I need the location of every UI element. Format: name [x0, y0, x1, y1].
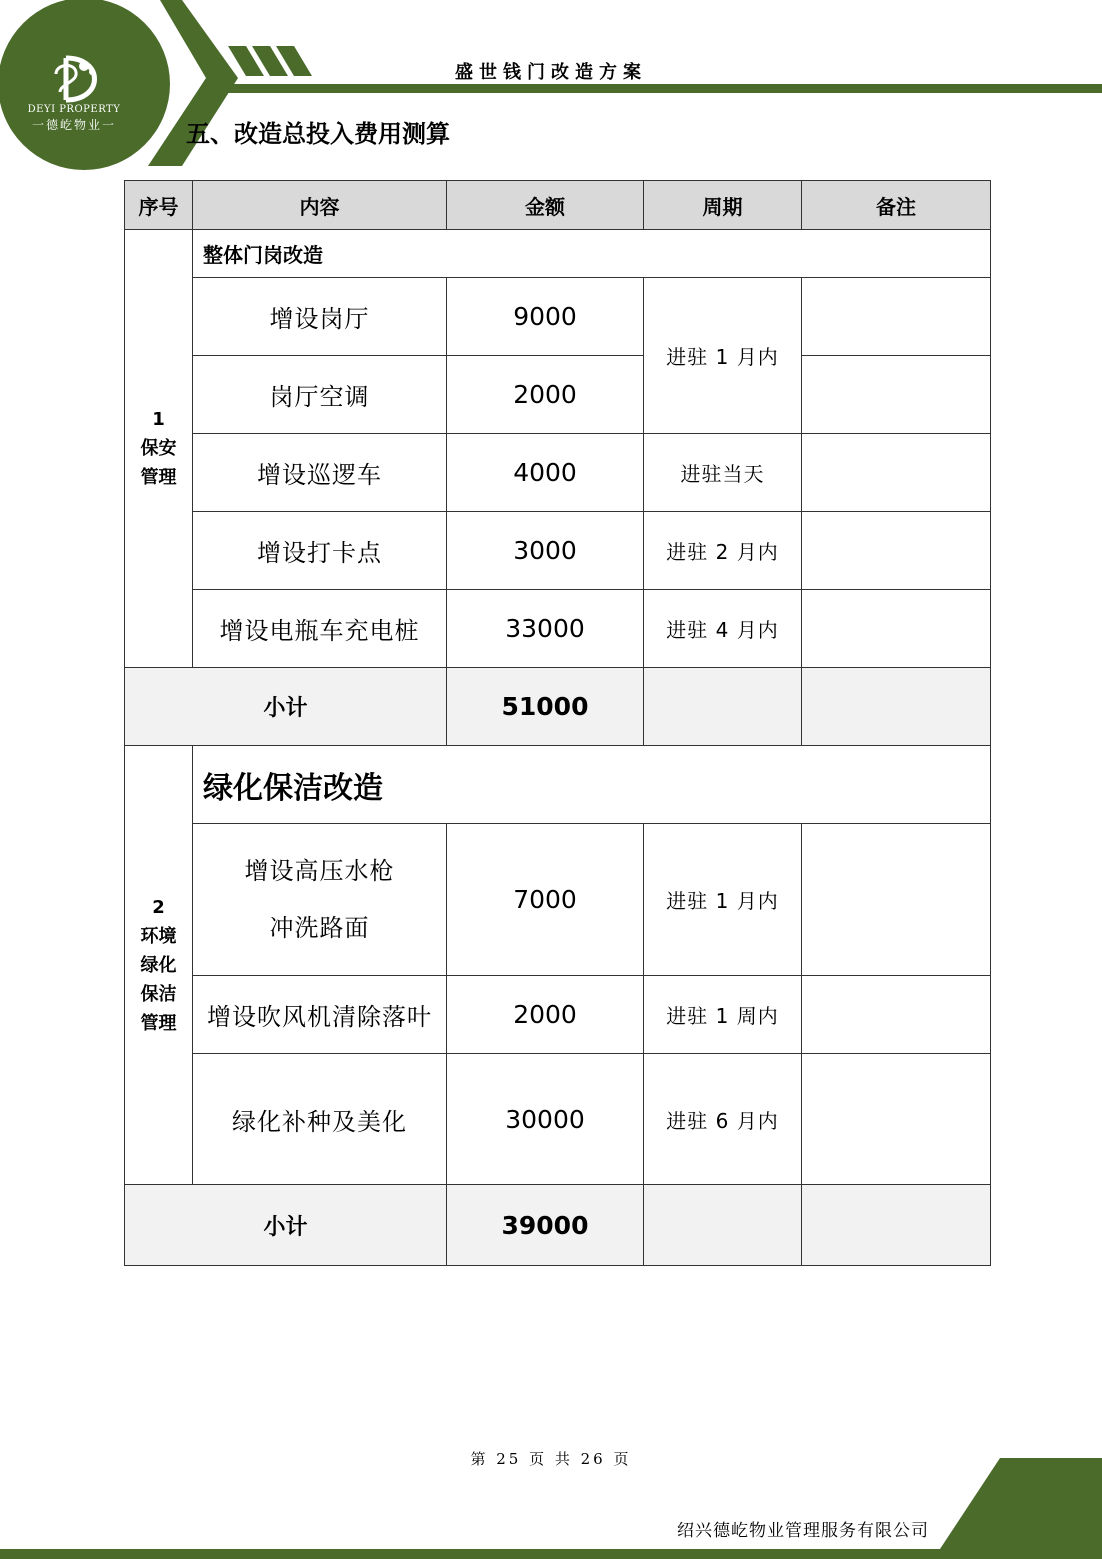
subtotal-label: 小计 [125, 1185, 447, 1266]
item-period: 进驻 1 月内 [644, 824, 802, 976]
category-label: 保洁 [140, 983, 177, 1005]
item-name: 绿化补种及美化 [193, 1054, 447, 1185]
item-amount: 33000 [447, 590, 644, 668]
table-row [125, 824, 991, 976]
item-note [802, 824, 991, 976]
column-header-content: 内容 [193, 181, 447, 230]
subtotal-amount: 39000 [447, 1185, 644, 1266]
item-name: 增设电瓶车充电桩 [193, 590, 447, 668]
category-label: 保安 [140, 438, 177, 459]
item-name-line: 增设高压水枪 [244, 856, 395, 885]
subtotal-note [802, 668, 991, 746]
category-label: 环境 [140, 925, 177, 947]
category-number: 1 [152, 409, 165, 430]
group-title-greening: 绿化保洁改造 [193, 746, 991, 824]
item-amount: 3000 [447, 512, 644, 590]
item-note [802, 356, 991, 434]
column-header-amount: 金额 [447, 181, 644, 230]
item-amount: 2000 [447, 976, 644, 1054]
group-title-gate: 整体门岗改造 [193, 230, 991, 278]
table-row [125, 356, 991, 434]
item-period: 进驻 6 月内 [644, 1054, 802, 1185]
item-amount: 30000 [447, 1054, 644, 1185]
item-name-line: 冲洗路面 [269, 913, 370, 942]
cost-table [124, 180, 991, 1266]
item-amount: 9000 [447, 278, 644, 356]
subtotal-row [125, 668, 991, 746]
document-title: 盛世钱门改造方案 [455, 62, 647, 83]
table-header-row [125, 181, 991, 230]
item-amount: 2000 [447, 356, 644, 434]
item-name: 增设巡逻车 [193, 434, 447, 512]
table-row [125, 512, 991, 590]
column-header-note: 备注 [802, 181, 991, 230]
section-heading: 五、改造总投入费用测算 [186, 120, 450, 148]
subtotal-period [644, 1185, 802, 1266]
category-number: 2 [152, 896, 165, 918]
category-label: 管理 [140, 1012, 177, 1034]
item-name: 增设打卡点 [193, 512, 447, 590]
footer-company-name: 绍兴德屹物业管理服务有限公司 [677, 1521, 929, 1541]
item-period: 进驻 2 月内 [644, 512, 802, 590]
item-period: 进驻当天 [644, 434, 802, 512]
subtotal-label: 小计 [125, 668, 447, 746]
table-row [125, 976, 991, 1054]
header-decoration [0, 0, 1102, 180]
item-period: 进驻 1 月内 [644, 278, 802, 434]
table-row [125, 746, 991, 824]
category-label: 绿化 [140, 954, 177, 976]
subtotal-row [125, 1185, 991, 1266]
item-amount: 4000 [447, 434, 644, 512]
table-row [125, 230, 991, 278]
item-amount: 7000 [447, 824, 644, 976]
item-name: 增设吹风机清除落叶 [193, 976, 447, 1054]
category-environment [125, 746, 193, 1185]
page-number: 第 25 页 共 26 页 [470, 1450, 632, 1468]
item-note [802, 434, 991, 512]
subtotal-note [802, 1185, 991, 1266]
item-name: 增设岗厅 [193, 278, 447, 356]
category-security [125, 230, 193, 668]
column-header-number: 序号 [125, 181, 193, 230]
item-period: 进驻 4 月内 [644, 590, 802, 668]
item-note [802, 512, 991, 590]
item-name [193, 824, 447, 976]
subtotal-period [644, 668, 802, 746]
item-period: 进驻 1 周内 [644, 976, 802, 1054]
logo-name-cn: 一德屹物业一 [31, 118, 116, 132]
table-row [125, 1054, 991, 1185]
subtotal-amount: 51000 [447, 668, 644, 746]
item-name: 岗厅空调 [193, 356, 447, 434]
table-row [125, 590, 991, 668]
item-note [802, 1054, 991, 1185]
category-label: 管理 [140, 467, 177, 488]
column-header-period: 周期 [644, 181, 802, 230]
table-row [125, 434, 991, 512]
item-note [802, 278, 991, 356]
table-row [125, 278, 991, 356]
item-note [802, 590, 991, 668]
item-note [802, 976, 991, 1054]
logo-name-en: DEYI PROPERTY [27, 104, 121, 115]
